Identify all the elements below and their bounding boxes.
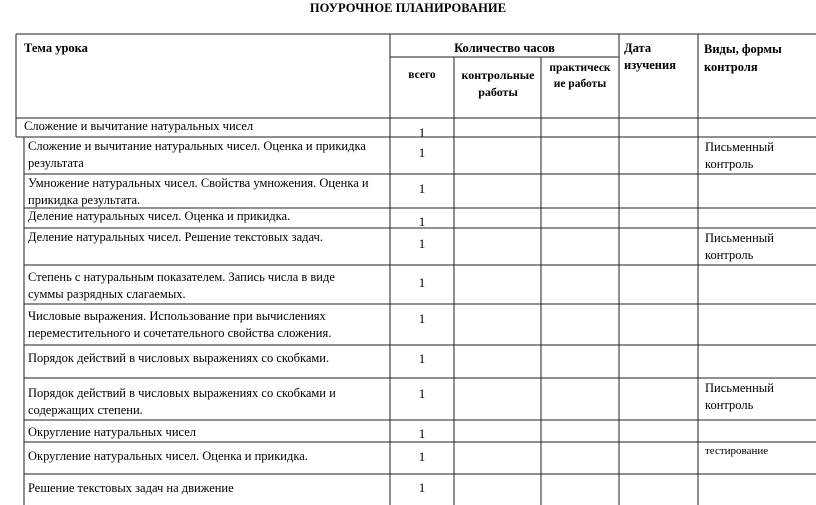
row-1-topic: Сложение и вычитание натуральных чисел bbox=[24, 119, 254, 133]
row-1-total: 1 bbox=[418, 125, 426, 140]
header-date: Дата изучения bbox=[624, 41, 676, 72]
row-2-topic: Сложение и вычитание натуральных чисел. Оценка и прикидка результата bbox=[28, 139, 366, 170]
row-4-topic: Деление натуральных чисел. Оценка и прикидка. bbox=[28, 209, 291, 223]
row-6-topic: Степень с натуральным показателем. Запись числа в виде суммы разрядных слагаемых. bbox=[28, 270, 335, 301]
header-hours: Количество часов bbox=[454, 41, 555, 55]
row-5-control: Письменный контроль bbox=[705, 231, 774, 262]
row-10-total: 1 bbox=[418, 426, 426, 441]
header-total: всего bbox=[408, 69, 436, 81]
row-11-control: тестирование bbox=[705, 445, 769, 457]
row-12-topic: Решение текстовых задач на движение bbox=[28, 481, 234, 495]
row-9-topic: Порядок действий в числовых выражениях со скобками и содержащих степени. bbox=[28, 386, 336, 417]
row-11-total: 1 bbox=[418, 449, 426, 464]
header-topic: Тема урока bbox=[24, 41, 88, 55]
row-3-topic: Умножение натуральных чисел. Свойства умножения. Оценка и прикидка результата. bbox=[28, 176, 369, 207]
row-7-topic: Числовые выражения. Использование при вычислениях переместительного и сочетательного свойства сложения. bbox=[28, 309, 332, 340]
header-tests: контрольные работы bbox=[461, 68, 535, 99]
row-5-topic: Деление натуральных чисел. Решение текстовых задач. bbox=[28, 230, 323, 244]
row-12-total: 1 bbox=[418, 480, 426, 495]
row-8-total: 1 bbox=[418, 351, 426, 366]
row-2-total: 1 bbox=[418, 145, 426, 160]
row-9-total: 1 bbox=[418, 386, 426, 401]
row-4-total: 1 bbox=[418, 214, 426, 229]
row-11-topic: Округление натуральных чисел. Оценка и прикидка. bbox=[28, 449, 308, 463]
row-2-control: Письменный контроль bbox=[705, 140, 774, 171]
row-7-total: 1 bbox=[418, 311, 426, 326]
row-3-total: 1 bbox=[418, 181, 426, 196]
row-8-topic: Порядок действий в числовых выражениях со скобками. bbox=[28, 351, 330, 365]
row-5-total: 1 bbox=[418, 236, 426, 251]
row-9-control: Письменный контроль bbox=[705, 381, 774, 412]
row-10-topic: Округление натуральных чисел bbox=[28, 425, 196, 439]
header-practical: практическ ие работы bbox=[549, 62, 611, 90]
row-6-total: 1 bbox=[418, 275, 426, 290]
page-title: ПОУРОЧНОЕ ПЛАНИРОВАНИЕ bbox=[309, 1, 507, 15]
header-control: Виды, формы контроля bbox=[704, 42, 782, 74]
